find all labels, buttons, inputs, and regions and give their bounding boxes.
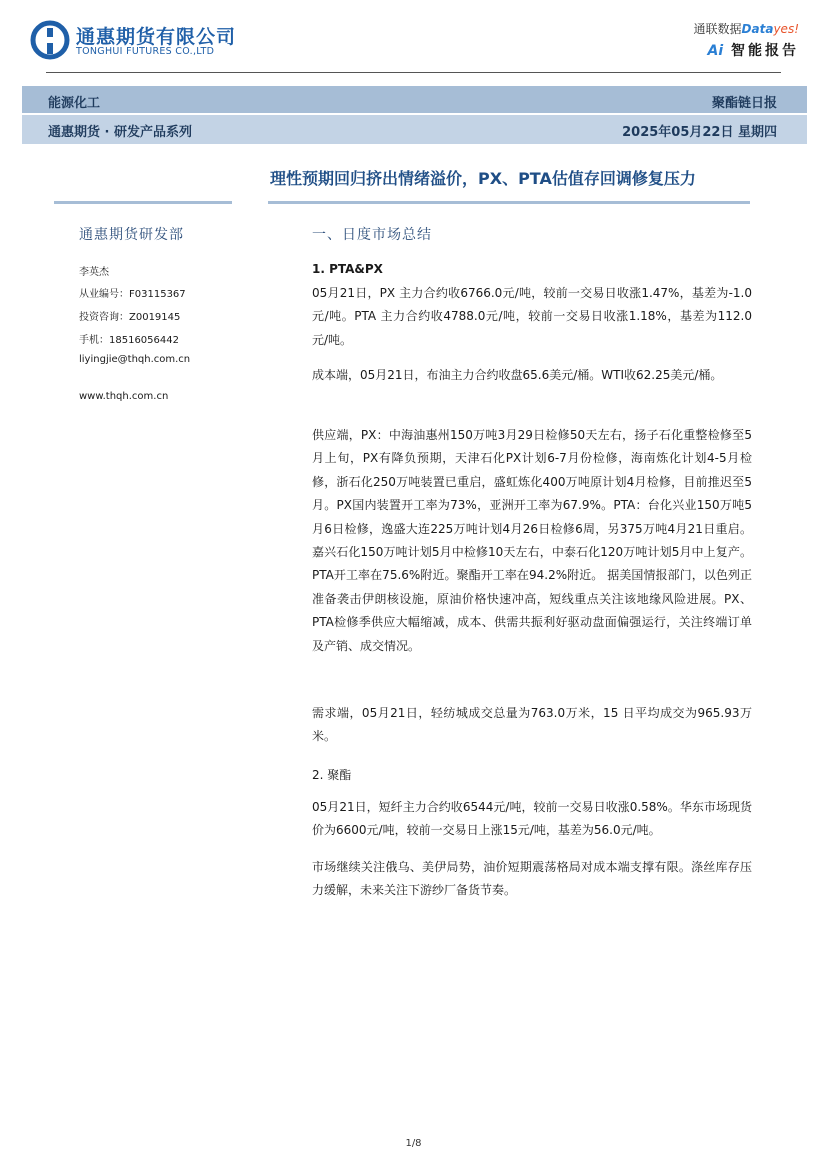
paragraph-staple-fiber: 05月21日，短纤主力合约收6544元/吨，较前一交易日收涨0.58%。华东市场现货价为6600元/吨，较前一交易日上涨15元/吨，基差为56.0元/吨。 [312, 800, 752, 838]
category-band [22, 86, 807, 114]
paragraph-supply: 供应端，PX：中海油惠州150万吨3月29日检修50天左右，扬子石化重整检修至5月上旬，PX有降负预期，天津石化PX计划6-7月份检修，海南炼化计划4-5月检修，浙石化250万吨装置已重启，盛虹炼化400万吨原计划4月检修，目前推迟至5月。PX国内装置开工率为73%，亚洲开工率为67.9%。PTA：台化兴业150万吨5月6日检修，逸盛大连225万吨计划4月26日检修6周，另375万吨4月21日重启。嘉兴石化150万吨计划5月中检修10天左右，中泰石化120万吨计划5月中上复产。PTA开工率在75.6%附近。聚酯开工率在94.2%附近。 据美国情报部门，以色列正准备袭击伊朗核设施，原油价格快速冲高，短线重点关注该地缘风险进展。PX、PTA检修季供应大幅缩减，成本、供需共振利好驱动盘面偏强运行，关注终端订单及产销、成交情况。 [312, 428, 752, 653]
datayes-brand-cn: 通联数据 [693, 22, 742, 36]
datayes-brand-data: Data [741, 22, 774, 36]
report-title: 理性预期回归挤出情绪溢价，PX、PTA估值存回调修复压力 [270, 169, 696, 188]
header-divider [46, 72, 781, 73]
company-name-en: TONGHUI FUTURES CO.,LTD [76, 46, 215, 57]
department-name: 通惠期货研发部 [79, 227, 184, 243]
website-link[interactable]: www.thqh.com.cn [79, 391, 169, 402]
paragraph-demand: 需求端，05月21日，轻纺城成交总量为763.0万米，15 日平均成交为965.93万米。 [312, 706, 752, 744]
paragraph-outlook: 市场继续关注俄乌、美伊局势，油价短期震荡格局对成本端支撑有限。涤丝库存压力缓解，未来关注下游纱厂备货节奏。 [312, 860, 752, 898]
page-number: 1/8 [405, 1138, 422, 1149]
company-logo-icon [30, 20, 70, 60]
paragraph-cost: 成本端，05月21日，布油主力合约收盘65.6美元/桶。WTI收62.25美元/桶。 [312, 368, 723, 382]
series-label: 通惠期货 · 研发产品系列 [48, 125, 192, 140]
advisory-number: 投资咨询：Z0019145 [79, 312, 181, 323]
ai-logo-text: Ai [707, 43, 724, 59]
subsection-pta-px: 1. PTA&PX [312, 262, 383, 276]
ai-report-brand [707, 40, 799, 60]
subsection-polyester: 2. 聚酯 [312, 768, 352, 782]
datayes-brand-yes: yes! [773, 22, 799, 36]
title-divider [268, 201, 750, 204]
company-name-cn: 通惠期货有限公司 [76, 26, 237, 48]
series-band [22, 115, 807, 144]
sidebar-divider [54, 201, 232, 204]
report-date: 2025年05月22日 星期四 [622, 125, 777, 140]
paragraph-futures-prices: 05月21日，PX 主力合约收6766.0元/吨，较前一交易日收涨1.47%，基差为-1.0元/吨。PTA 主力合约收4788.0元/吨，较前一交易日收涨1.18%，基差为112.0元/吨。 [312, 286, 752, 347]
email-link[interactable]: liyingjie@thqh.com.cn [79, 354, 191, 365]
category-label: 能源化工 [48, 96, 101, 111]
section-title: 一、日度市场总结 [312, 227, 432, 243]
datayes-brand [694, 20, 799, 37]
analyst-name: 李英杰 [79, 267, 109, 278]
ai-report-label: 智能报告 [731, 43, 799, 59]
phone-number: 手机：18516056442 [79, 335, 179, 346]
license-number: 从业编号：F03115367 [79, 289, 186, 300]
report-type-label: 聚酯链日报 [711, 96, 777, 111]
